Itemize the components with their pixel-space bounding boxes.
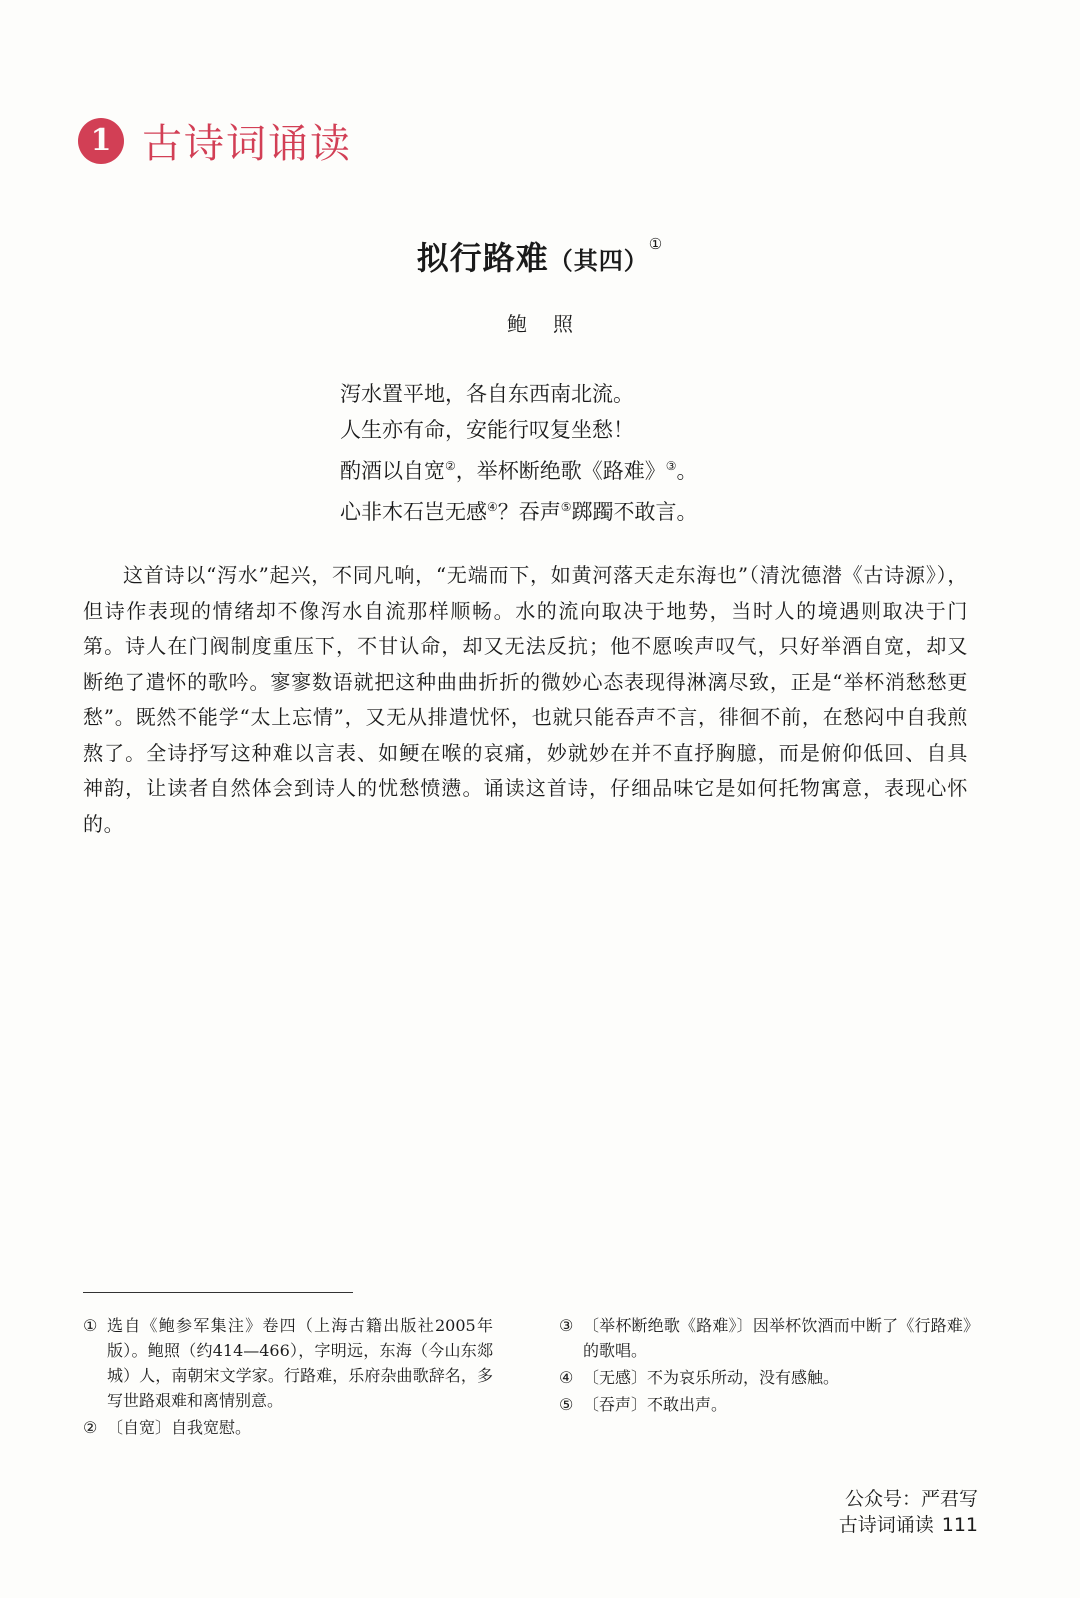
footnote-text: 〔无感〕不为哀乐所动，没有感触。 [583, 1368, 840, 1387]
section-number: 1 [90, 122, 112, 158]
section-number-badge [78, 118, 124, 164]
poem-line: 人生亦有命，安能行叹复坐愁！ [340, 418, 634, 442]
note-ref: ④ [487, 500, 498, 514]
footnote-number: ③ [559, 1316, 574, 1335]
note-ref: ② [445, 459, 456, 473]
footnote-number: ① [83, 1316, 98, 1335]
poem-line-text: ？吞声 [497, 500, 561, 524]
note-ref: ⑤ [560, 500, 572, 514]
note-ref: ③ [665, 459, 677, 473]
footer-section-name: 古诗词诵读 [838, 1514, 934, 1536]
footnote [559, 1392, 979, 1417]
poem-line-text: 。 [676, 459, 698, 483]
footnotes-left [83, 1313, 493, 1442]
poem-author: 鲍照 [507, 312, 599, 336]
poem-line-text: 酌酒以自宽 [340, 459, 445, 483]
page-number: 111 [941, 1514, 978, 1536]
footnote [559, 1365, 979, 1390]
footnote-number: ② [83, 1418, 98, 1437]
footnote-number: ⑤ [559, 1395, 574, 1414]
intro-paragraph: 这首诗以“泻水”起兴，不同凡响，“无端而下，如黄河落天走东海也”（清沈德潜《古诗源》），但诗作表现的情绪却不像泻水自流那样顺畅。水的流向取决于地势，当时人的境遇则取决于门第。诗人在门阀制度重压下，不甘认命，却又无法反抗；他不愿唉声叹气，只好举酒自宽，却又断绝了遣怀的歌吟。寥寥数语就把这种曲曲折折的微妙心态表现得淋漓尽致，正是“举杯消愁愁更愁”。既然不能学“太上忘情”，又无从排遣忧怀，也就只能吞声不言，徘徊不前，在愁闷中自我煎熬了。全诗抒写这种难以言表、如鲠在喉的哀痛，妙就妙在并不直抒胸臆，而是俯仰低回、自具神韵，让读者自然体会到诗人的忧愁愤懑。诵读这首诗，仔细品味它是如何托物寓意，表现心怀的。 [83, 563, 968, 836]
poem-line: 泻水置平地，各自东西南北流。 [340, 382, 634, 406]
footnote [83, 1415, 493, 1440]
poem-title-block [0, 233, 1080, 279]
footnote-divider [83, 1292, 353, 1293]
page-footer [839, 1510, 978, 1537]
poem-line [340, 489, 698, 530]
footnotes-right [559, 1313, 979, 1419]
footnote-number: ④ [559, 1368, 574, 1387]
poem-line-text: 心非木石岂无感 [340, 500, 487, 524]
poem-line-text: 踯躅不敢言。 [571, 500, 698, 524]
poem-body [340, 376, 698, 530]
poem-subtitle: （其四） [548, 246, 649, 275]
poem-title-note-ref: ① [648, 235, 664, 254]
section-header [78, 112, 352, 169]
watermark-text: 公众号：严君写 [844, 1488, 978, 1510]
poem-title: 拟行路难 [416, 239, 549, 277]
poem-line-text: ，举杯断绝歌《路难》 [455, 459, 666, 483]
poem-line [340, 448, 698, 489]
footnote-text: 选自《鲍参军集注》卷四（上海古籍出版社2005年版）。鲍照（约414—466），字明远，东海（今山东郯城）人，南朝宋文学家。行路难，乐府杂曲歌辞名，多写世路艰难和离情别意。 [107, 1316, 493, 1410]
footnote [83, 1313, 493, 1413]
footnote-text: 〔自宽〕自我宽慰。 [107, 1418, 252, 1437]
footnote [559, 1313, 979, 1363]
footnote-text: 〔吞声〕不敢出声。 [583, 1395, 728, 1414]
footnote-text: 〔举杯断绝歌《路难》〕因举杯饮酒而中断了《行路难》的歌唱。 [583, 1316, 979, 1360]
section-title: 古诗词诵读 [142, 121, 352, 167]
